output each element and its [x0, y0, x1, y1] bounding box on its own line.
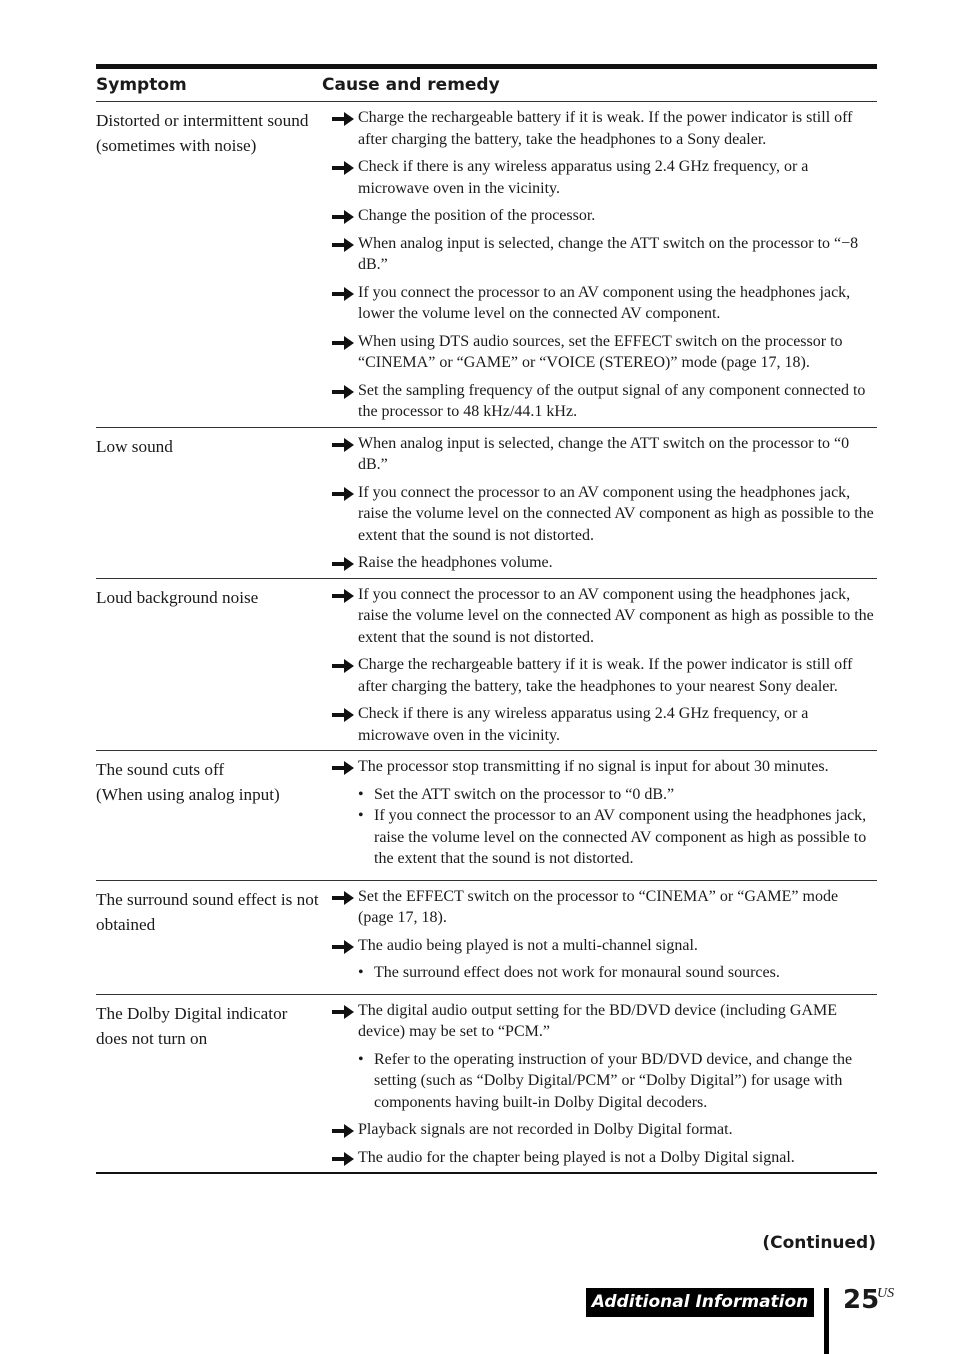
remedy-item — [332, 482, 877, 547]
remedy-item — [332, 107, 877, 150]
bullet-item — [358, 1049, 877, 1114]
bullet-item — [358, 962, 877, 984]
right-arrow-icon — [332, 1123, 354, 1137]
remedy-text: Playback signals are not recorded in Dolby Digital format. — [358, 1121, 733, 1138]
troubleshooting-table — [96, 64, 877, 1174]
remedy-bullet-list — [332, 962, 877, 984]
table-row — [96, 881, 877, 995]
right-arrow-icon — [332, 1151, 354, 1165]
remedy-text: Check if there is any wireless apparatus using 2.4 GHz frequency, or a microwave oven in the vicinity. — [358, 705, 809, 744]
table-header-row — [96, 69, 877, 102]
footer-divider-bar — [824, 1288, 829, 1354]
right-arrow-icon — [332, 160, 354, 174]
right-arrow-icon — [332, 890, 354, 904]
remedy-item — [332, 886, 877, 929]
right-arrow-icon — [332, 1004, 354, 1018]
remedy-text: Set the sampling frequency of the output signal of any component connected to the processor to 48 kHz/44.1 kHz. — [358, 381, 866, 420]
remedy-text: If you connect the processor to an AV component using the headphones jack, raise the volume level on the connected AV component as high as possible to the extent that the sound is not distorted. — [358, 483, 874, 544]
remedy-cell — [332, 1000, 877, 1169]
remedy-text: Raise the headphones volume. — [358, 554, 553, 571]
remedy-item — [332, 756, 877, 778]
remedy-item — [332, 205, 877, 227]
remedy-text: The audio for the chapter being played is not a Dolby Digital signal. — [358, 1148, 795, 1166]
table-row — [96, 751, 877, 881]
symptom-cell: Low sound — [96, 436, 173, 456]
remedy-item — [332, 703, 877, 746]
remedy-text: The processor stop transmitting if no signal is input for about 30 minutes. — [358, 758, 829, 775]
bullet-item — [358, 784, 877, 806]
remedy-text: The digital audio output setting for the BD/DVD device (including GAME device) may be set to “PCM.” — [358, 1001, 838, 1040]
right-arrow-icon — [332, 237, 354, 251]
bullet-dot-icon: • — [358, 807, 364, 824]
right-arrow-icon — [332, 588, 354, 602]
bullet-text: Set the ATT switch on the processor to “0 dB.” — [374, 785, 675, 803]
remedy-item — [332, 552, 877, 574]
remedy-bullet-list — [332, 784, 877, 870]
remedy-cell — [332, 886, 877, 990]
right-arrow-icon — [332, 209, 354, 223]
page-region-suffix: US — [877, 1286, 895, 1301]
cause-column-header: Cause and remedy — [322, 75, 500, 95]
bullet-text: If you connect the processor to an AV component using the headphones jack, raise the volume level on the connected AV component as high as possible to the extent that the sound is not distorted. — [374, 807, 867, 867]
remedy-item — [332, 584, 877, 649]
remedy-item — [332, 380, 877, 423]
remedy-item — [332, 1147, 877, 1169]
table-body — [96, 102, 877, 1174]
table-row — [96, 995, 877, 1175]
right-arrow-icon — [332, 658, 354, 672]
remedy-item — [332, 331, 877, 374]
remedy-item — [332, 654, 877, 697]
remedy-item — [332, 233, 877, 276]
bullet-dot-icon: • — [358, 785, 364, 803]
right-arrow-icon — [332, 286, 354, 300]
remedy-item — [332, 156, 877, 199]
symptom-cell: The sound cuts off (When using analog input) — [96, 760, 280, 804]
remedy-text: If you connect the processor to an AV component using the headphones jack, lower the volume level on the connected AV component. — [358, 283, 851, 322]
remedy-text: If you connect the processor to an AV component using the headphones jack, raise the volume level on the connected AV component as high as possible to the extent that the sound is not distorted. — [358, 585, 874, 646]
remedy-cell — [332, 107, 877, 423]
bullet-dot-icon: • — [358, 964, 364, 981]
bullet-dot-icon: • — [358, 1050, 364, 1068]
symptom-cell: The surround sound effect is not obtained — [96, 889, 319, 934]
section-label: Additional Information — [586, 1288, 814, 1317]
right-arrow-icon — [332, 111, 354, 125]
right-arrow-icon — [332, 384, 354, 398]
bullet-item — [358, 805, 877, 870]
table-row — [96, 102, 877, 428]
right-arrow-icon — [332, 335, 354, 349]
continued-note: (Continued) — [762, 1233, 876, 1253]
bullet-text: The surround effect does not work for monaural sound sources. — [374, 964, 780, 981]
bullet-text: Refer to the operating instruction of your BD/DVD device, and change the setting (such as “Dolby Digital/PCM” or “Dolby Digital”) for usage with components having built-in Dolby Digital decoders. — [374, 1050, 853, 1111]
remedy-text: Set the EFFECT switch on the processor to “CINEMA” or “GAME” mode (page 17, 18). — [358, 887, 839, 926]
page-number: 25 — [843, 1285, 880, 1315]
remedy-text: Charge the rechargeable battery if it is weak. If the power indicator is still off after charging the battery, take the headphones to a Sony dealer. — [358, 109, 853, 148]
right-arrow-icon — [332, 556, 354, 570]
remedy-text: Charge the rechargeable battery if it is weak. If the power indicator is still off after charging the battery, take the headphones to your nearest Sony dealer. — [358, 656, 853, 695]
symptom-cell: The Dolby Digital indicator does not turn on — [96, 1003, 288, 1048]
remedy-item — [332, 433, 877, 476]
table-row — [96, 579, 877, 752]
remedy-text: When using DTS audio sources, set the EFFECT switch on the processor to “CINEMA” or “GAME” or “VOICE (STEREO)” mode (page 17, 18). — [358, 332, 843, 371]
remedy-text: When analog input is selected, change the ATT switch on the processor to “0 dB.” — [358, 434, 850, 473]
remedy-cell — [332, 584, 877, 747]
right-arrow-icon — [332, 707, 354, 721]
symptom-cell: Distorted or intermittent sound (sometimes with noise) — [96, 111, 309, 155]
remedy-item — [332, 935, 877, 957]
remedy-cell — [332, 433, 877, 574]
table-row — [96, 428, 877, 579]
remedy-text: When analog input is selected, change the ATT switch on the processor to “−8 dB.” — [358, 234, 859, 273]
right-arrow-icon — [332, 939, 354, 953]
remedy-bullet-list — [332, 1049, 877, 1114]
symptom-cell: Loud background noise — [96, 587, 259, 607]
remedy-item — [332, 282, 877, 325]
remedy-text: The audio being played is not a multi-channel signal. — [358, 936, 698, 954]
remedy-item — [332, 1000, 877, 1043]
right-arrow-icon — [332, 760, 354, 774]
right-arrow-icon — [332, 486, 354, 500]
right-arrow-icon — [332, 437, 354, 451]
remedy-cell — [332, 756, 877, 876]
remedy-text: Check if there is any wireless apparatus using 2.4 GHz frequency, or a microwave oven in the vicinity. — [358, 158, 809, 197]
symptom-column-header: Symptom — [96, 75, 187, 95]
remedy-item — [332, 1119, 877, 1141]
remedy-text: Change the position of the processor. — [358, 207, 596, 224]
